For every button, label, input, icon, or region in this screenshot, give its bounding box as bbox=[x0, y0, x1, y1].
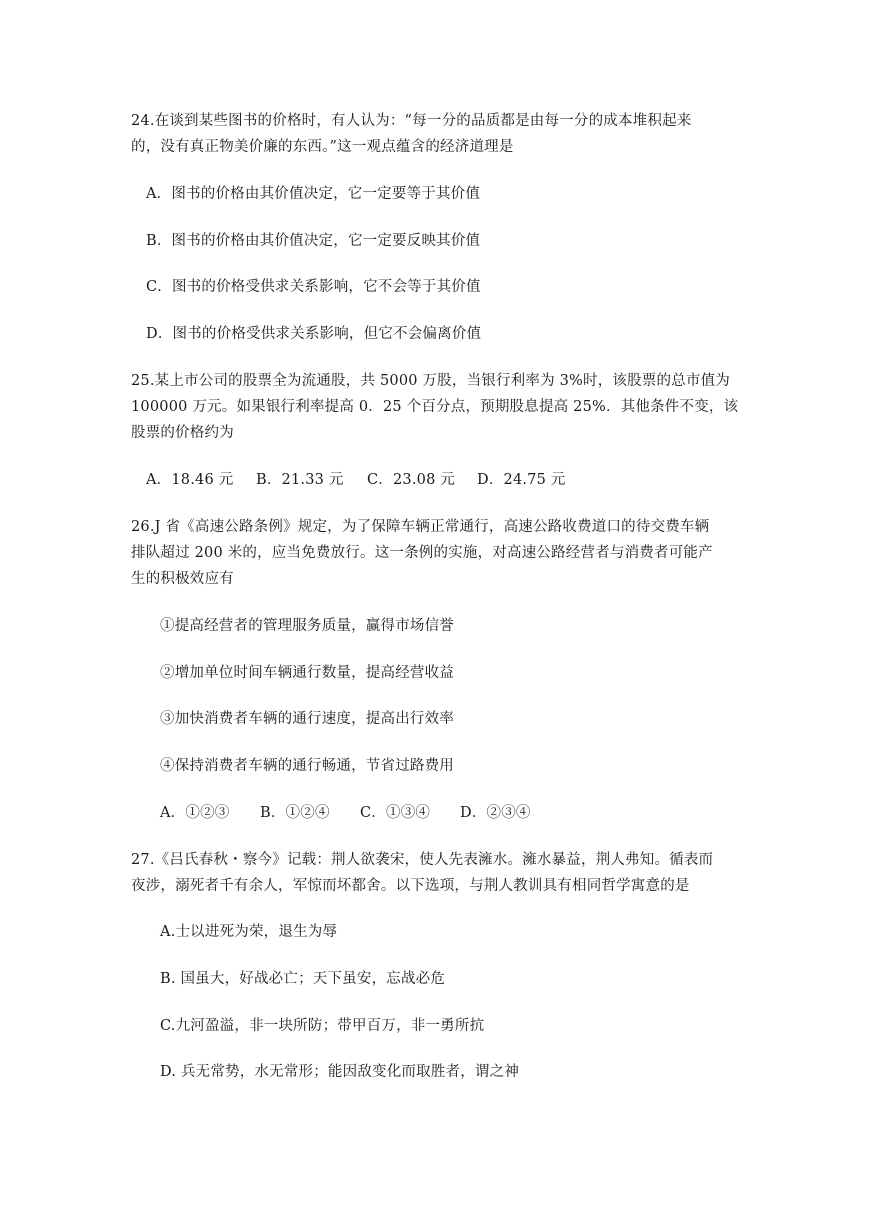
q25-option-b: B．21.33 元 bbox=[256, 472, 344, 488]
q25-stem-line-3: 股票的价格约为 bbox=[131, 425, 234, 441]
q26-option-b: B．①②④ bbox=[260, 805, 330, 821]
q27-stem-line-2: 夜涉，溺死者千有余人，军惊而坏都舍。以下选项，与荆人教训具有相同哲学寓意的是 bbox=[131, 878, 690, 894]
q26-option-d: D．②③④ bbox=[460, 805, 531, 821]
q26-option-c: C．①③④ bbox=[360, 805, 431, 821]
q25-option-a: A．18.46 元 bbox=[146, 472, 234, 488]
q27-option-c: C.九河盈溢，非一块所防；带甲百万，非一勇所抗 bbox=[160, 1018, 485, 1034]
q25-stem-line-1: 25.某上市公司的股票全为流通股，共 5000 万股，当银行利率为 3%时，该股票的总市值为 bbox=[131, 373, 730, 389]
q25-stem-line-2: 100000 万元。如果银行利率提高 0．25 个百分点，预期股息提高 25%．其他条件不变，该 bbox=[131, 399, 739, 415]
q26-options-row bbox=[160, 803, 531, 823]
q27-option-d: D. 兵无常势，水无常形；能因敌变化而取胜者，谓之神 bbox=[160, 1064, 520, 1080]
q26-statement-1: ①提高经营者的管理服务质量，赢得市场信誉 bbox=[160, 618, 454, 634]
q26-stem-line-3: 生的积极效应有 bbox=[131, 571, 234, 587]
q27-option-a: A.士以进死为荣，退生为辱 bbox=[160, 924, 338, 940]
q27-stem-line-1: 27.《吕氏春秋・察今》记载：荆人欲袭宋，使人先表澭水。澭水暴益，荆人弗知。循表而 bbox=[131, 852, 714, 868]
q26-stem-line-1: 26.J 省《高速公路条例》规定，为了保障车辆正常通行，高速公路收费道口的待交费车辆 bbox=[131, 519, 710, 535]
q25-option-d: D．24.75 元 bbox=[477, 472, 566, 488]
q24-option-c: C．图书的价格受供求关系影响，它不会等于其价值 bbox=[146, 279, 481, 295]
q27-option-b: B. 国虽大，好战必亡；天下虽安，忘战必危 bbox=[160, 971, 446, 987]
q24-stem-line-2: 的，没有真正物美价廉的东西。”这一观点蕴含的经济道理是 bbox=[131, 139, 514, 155]
q24-stem-line-1: 24.在谈到某些图书的价格时，有人认为：“每一分的品质都是由每一分的成本堆积起来 bbox=[131, 113, 692, 129]
q26-statement-2: ②增加单位时间车辆通行数量，提高经营收益 bbox=[160, 665, 454, 681]
q25-options-row bbox=[146, 470, 566, 490]
q26-stem-line-2: 排队超过 200 米的，应当免费放行。这一条例的实施，对高速公路经营者与消费者可能产 bbox=[131, 545, 713, 561]
q26-option-a: A．①②③ bbox=[160, 805, 230, 821]
q24-option-d: D．图书的价格受供求关系影响，但它不会偏离价值 bbox=[146, 326, 482, 342]
q25-option-c: C．23.08 元 bbox=[367, 472, 456, 488]
q26-statement-3: ③加快消费者车辆的通行速度，提高出行效率 bbox=[160, 711, 454, 727]
q24-option-b: B．图书的价格由其价值决定，它一定要反映其价值 bbox=[146, 233, 481, 249]
q26-statement-4: ④保持消费者车辆的通行畅通，节省过路费用 bbox=[160, 758, 454, 774]
q24-option-a: A．图书的价格由其价值决定，它一定要等于其价值 bbox=[146, 186, 481, 202]
